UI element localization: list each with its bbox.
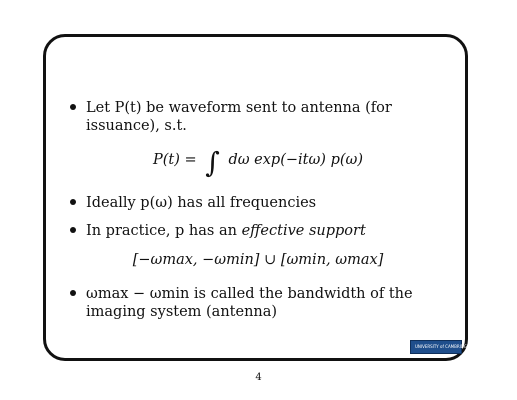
bullet-dot xyxy=(70,199,76,205)
bullet-emphasis: effective support xyxy=(241,223,366,240)
integral-symbol: ∫ xyxy=(205,146,220,180)
slide-frame xyxy=(43,34,468,361)
university-logo xyxy=(410,340,470,354)
bullet-dot xyxy=(70,227,76,233)
equation-support xyxy=(68,251,448,269)
bullet-text: ωmax − ωmin is called the bandwidth of the imaging system (antenna) xyxy=(86,285,413,320)
bullet-text: Let P(t) be waveform sent to antenna (for issuance), s.t. xyxy=(86,100,392,135)
slide-content xyxy=(68,99,448,331)
bullet-dot xyxy=(70,104,76,110)
logo-text: UNIVERSITY of CAMBRIDGE xyxy=(415,344,470,349)
bullet-text: Ideally p(ω) has all frequencies xyxy=(86,195,317,212)
bullet-dot xyxy=(70,290,76,296)
equation-rhs: dω exp(−itω) p(ω) xyxy=(228,152,363,169)
bullet-practice xyxy=(68,222,448,240)
bullet-frequencies xyxy=(68,194,448,212)
page-number: 4 xyxy=(255,372,262,383)
bullet-waveform xyxy=(68,99,448,135)
bullet-text-prefix: In practice, p has an xyxy=(86,223,242,240)
equation-lhs: P(t) = xyxy=(152,152,197,169)
equation-waveform xyxy=(68,145,448,180)
bullet-bandwidth xyxy=(68,285,448,321)
equation-support-text: [−ωmax, −ωmin] ∪ [ωmin, ωmax] xyxy=(132,251,384,268)
